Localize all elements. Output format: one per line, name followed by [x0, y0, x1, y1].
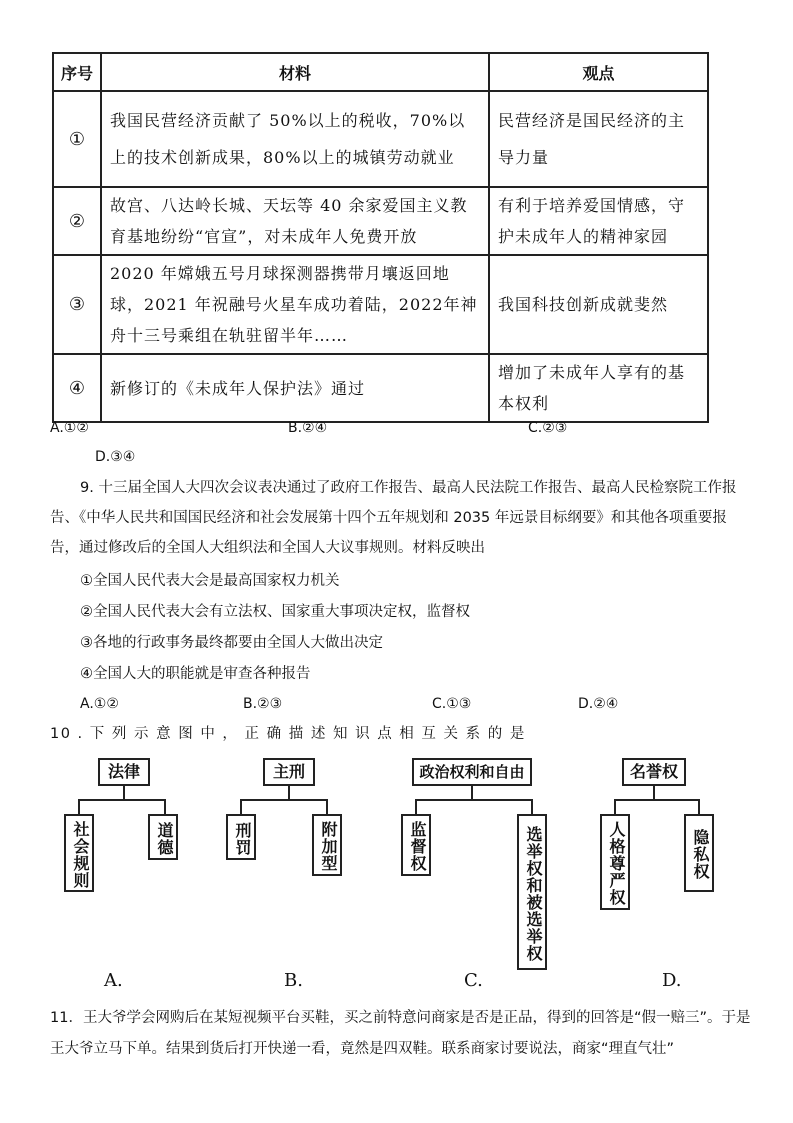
q9-item-1: ①全国人民代表大会是最高国家权力机关 — [80, 573, 340, 589]
row-view: 民营经济是国民经济的主导力量 — [489, 91, 708, 187]
row-view: 有利于培养爱国情感，守护未成年人的精神家园 — [489, 187, 708, 255]
row-material: 新修订的《未成年人保护法》通过 — [101, 354, 489, 422]
diagram-c-label[interactable]: C. — [464, 970, 483, 991]
row-number: ③ — [53, 255, 101, 354]
row-view: 我国科技创新成就斐然 — [489, 255, 708, 354]
col-header-material: 材料 — [101, 53, 489, 91]
q9-stem: 9. 十三届全国人大四次会议表决通过了政府工作报告、最高人民法院工作报告、最高人民检察院工作报告、《中华人民共和国国民经济和社会发展第十四个五年规划和 2035 年远景目标纲要》和其他各项重要报告，通过修改后的全国人大组织法和全国人大议事规则。材料反映出 — [50, 480, 737, 556]
diagram-d-label[interactable]: D. — [662, 970, 682, 991]
q8-option-d[interactable]: D.③④ — [95, 449, 136, 465]
row-material: 故宫、八达岭长城、天坛等 40 余家爱国主义教育基地纷纷“官宣”，对未成年人免费开放 — [101, 187, 489, 255]
q10-stem: 10 . 下 列 示 意 图 中 ， 正 确 描 述 知 识 点 相 互 关 系 的 是 — [50, 726, 526, 742]
col-header-view: 观点 — [489, 53, 708, 91]
q8-option-b[interactable]: B.②④ — [288, 420, 328, 436]
q9-option-a[interactable]: A.①② — [80, 696, 119, 712]
q9-option-d[interactable]: D.②④ — [578, 696, 619, 712]
row-number: ① — [53, 91, 101, 187]
q9-option-c[interactable]: C.①③ — [432, 696, 472, 712]
row-number: ② — [53, 187, 101, 255]
q11-line-1: 11．王大爷学会网购后在某短视频平台买鞋，买之前特意问商家是否是正品，得到的回答是“假一赔三”。于是 — [50, 1010, 751, 1026]
diagram-a-right: 道德 — [148, 814, 178, 860]
diagram-b-right: 附加型 — [312, 814, 342, 876]
row-material: 我国民营经济贡献了 50%以上的税收，70%以上的技术创新成果，80%以上的城镇劳动就业 — [101, 91, 489, 187]
diagram-d-top: 名誉权 — [622, 758, 686, 786]
table-row — [53, 354, 708, 422]
diagram-a-label[interactable]: A. — [104, 970, 123, 991]
diagram-d-right: 隐私权 — [684, 814, 714, 892]
q9-item-3: ③各地的行政事务最终都要由全国人大做出决定 — [80, 635, 383, 651]
table-row — [53, 255, 708, 354]
row-material: 2020 年嫦娥五号月球探测器携带月壤返回地球，2021 年祝融号火星车成功着陆，2022年神舟十三号乘组在轨驻留半年…… — [101, 255, 489, 354]
diagram-b-left: 刑罚 — [226, 814, 256, 860]
material-table — [52, 52, 709, 423]
row-view: 增加了未成年人享有的基本权利 — [489, 354, 708, 422]
col-header-num: 序号 — [53, 53, 101, 91]
diagram-a-left: 社会规则 — [64, 814, 94, 892]
table-row — [53, 187, 708, 255]
q9-item-4: ④全国人大的职能就是审查各种报告 — [80, 666, 311, 682]
q9-option-b[interactable]: B.②③ — [243, 696, 283, 712]
diagram-c-top: 政治权利和自由 — [412, 758, 532, 786]
table-row — [53, 91, 708, 187]
diagram-a-top: 法律 — [98, 758, 150, 786]
diagram-b-top: 主刑 — [263, 758, 315, 786]
table-header-row — [53, 53, 708, 91]
q11-line-2: 王大爷立马下单。结果到货后打开快递一看，竟然是四双鞋。联系商家讨要说法，商家“理直气壮” — [50, 1041, 675, 1057]
q8-option-c[interactable]: C.②③ — [528, 420, 568, 436]
diagram-c-right: 选举权和被选举权 — [517, 814, 547, 970]
q8-option-a[interactable]: A.①② — [50, 420, 89, 436]
row-number: ④ — [53, 354, 101, 422]
q9-item-2: ②全国人民代表大会有立法权、国家重大事项决定权，监督权 — [80, 604, 470, 620]
diagram-c-left: 监督权 — [401, 814, 431, 876]
diagram-b-label[interactable]: B. — [284, 970, 303, 991]
diagram-d-left: 人格尊严权 — [600, 814, 630, 910]
